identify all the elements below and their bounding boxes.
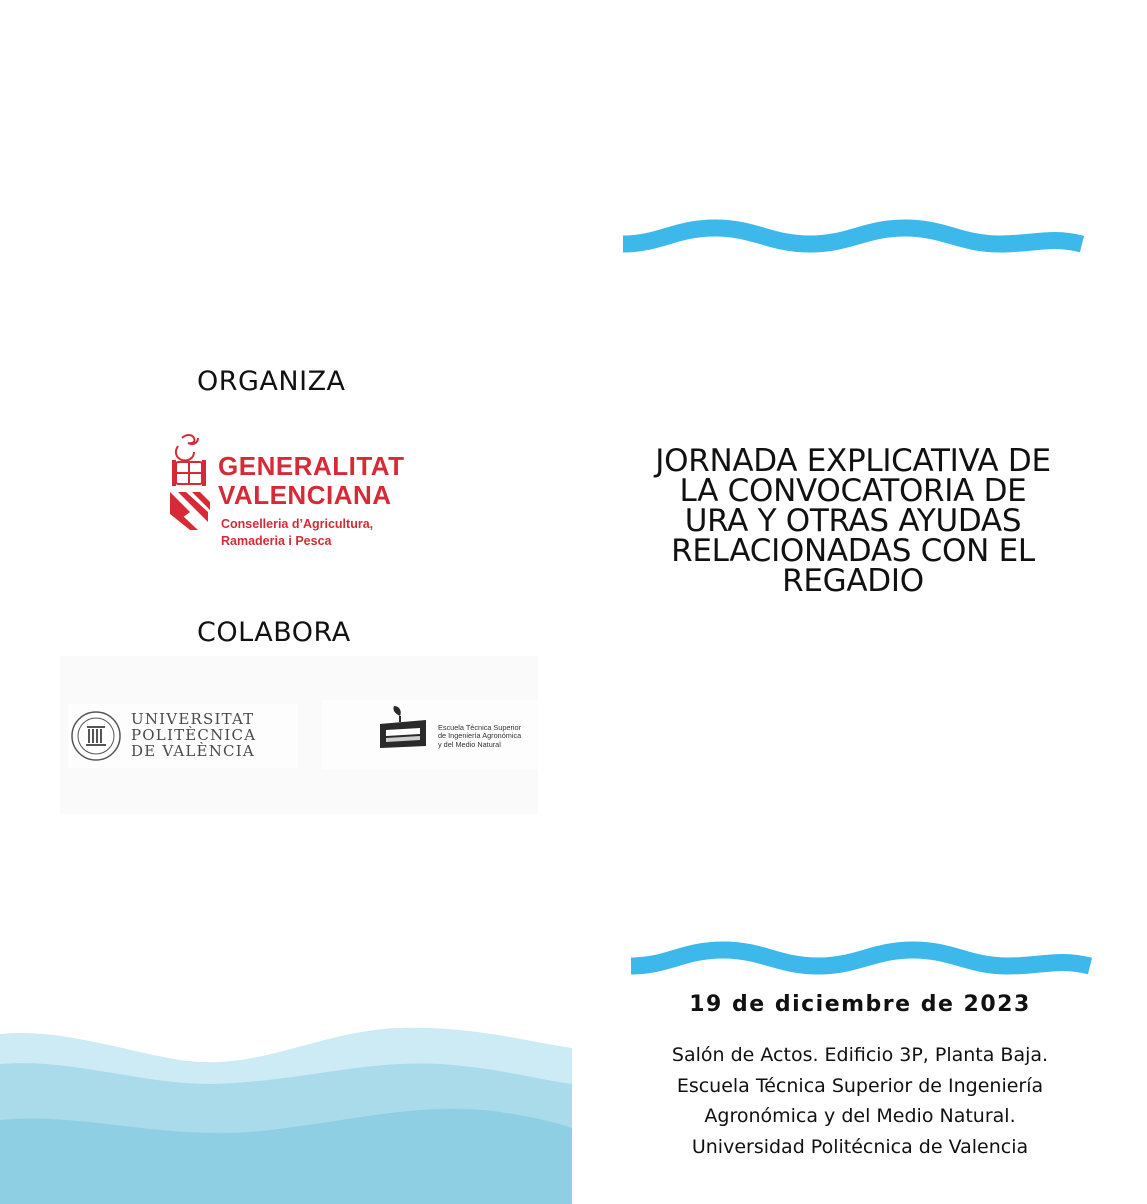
event-title-line: URA Y OTRAS AYUDAS	[684, 503, 1022, 539]
venue-line: Agronómica y del Medio Natural.	[704, 1105, 1016, 1127]
event-title-line: LA CONVOCATORIA DE	[679, 473, 1027, 509]
venue-line: Salón de Actos. Edificio 3P, Planta Baja.	[671, 1044, 1049, 1066]
organiza-label: ORGANIZA	[197, 366, 346, 397]
upv-line3: DE VALÈNCIA	[131, 742, 255, 760]
organizer-department-line2: Ramaderia i Pesca	[221, 534, 332, 548]
event-title	[615, 443, 1091, 599]
event-venue	[630, 1040, 1090, 1162]
event-title-line: JORNADA EXPLICATIVA DE	[655, 443, 1051, 479]
organizer-name-line1: GENERALITAT	[218, 451, 405, 481]
upv-seal-icon	[70, 710, 122, 762]
organizer-name-line2: VALENCIANA	[218, 480, 392, 510]
upv-line1: UNIVERSITAT	[131, 710, 255, 728]
etsiamn-line1: Escuela Técnica Superior	[438, 723, 522, 732]
sea-waves-decoration	[0, 1020, 572, 1204]
event-date: 19 de diciembre de 2023	[689, 992, 1031, 1017]
etsiamn-line3: y del Medio Natural	[438, 740, 501, 749]
bottom-wave-decoration	[628, 936, 1093, 981]
venue-line: Universidad Politécnica de Valencia	[691, 1135, 1029, 1158]
etsiamn-line2: de Ingeniería Agronómica	[438, 731, 522, 740]
venue-line: Escuela Técnica Superior de Ingeniería	[676, 1074, 1044, 1097]
generalitat-logo	[168, 430, 428, 555]
upv-line2: POLITÈCNICA	[131, 726, 257, 744]
generalitat-crest-icon	[168, 432, 214, 532]
event-title-line: REGADIO	[782, 563, 924, 599]
organizer-department-line1: Conselleria d’Agricultura,	[221, 517, 374, 531]
etsiamn-apple-icon	[376, 702, 430, 754]
etsiamn-logo	[322, 700, 538, 770]
upv-logo	[68, 704, 298, 768]
event-title-line: RELACIONADAS CON EL	[671, 533, 1035, 569]
top-wave-decoration	[620, 214, 1085, 259]
colabora-label: COLABORA	[197, 617, 351, 648]
